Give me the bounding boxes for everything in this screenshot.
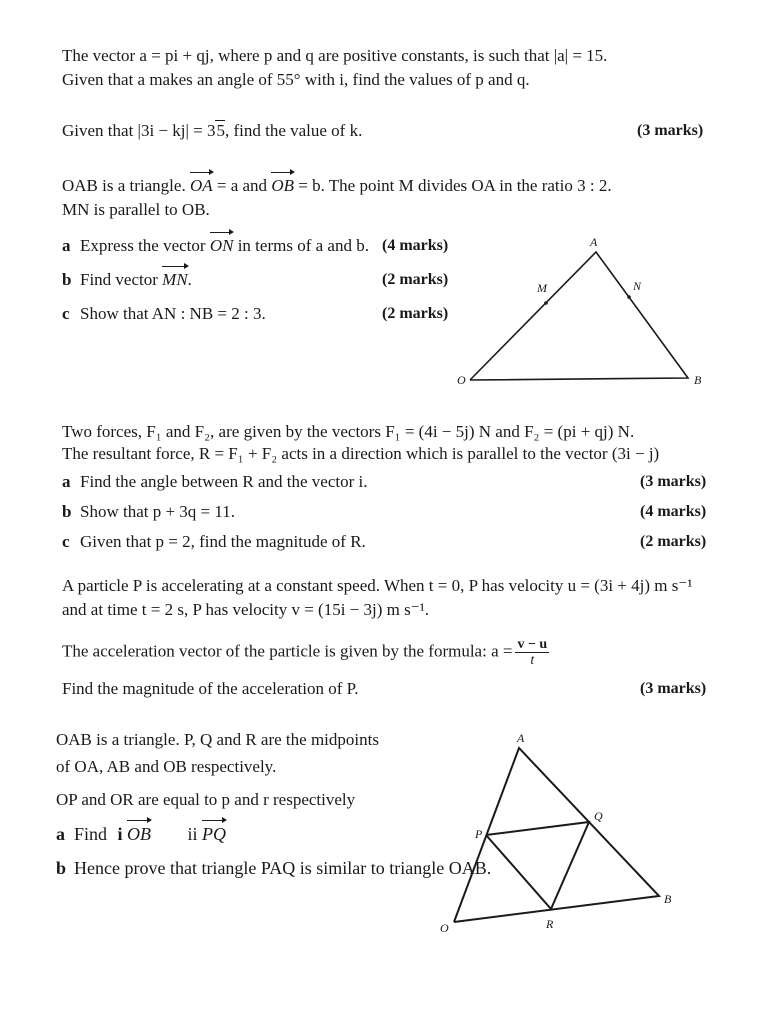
q4-part-c-text: Given that p = 2, find the magnitude of R. bbox=[80, 532, 366, 551]
q3-part-b-post: . bbox=[187, 270, 192, 289]
q3-label-a: A bbox=[590, 235, 598, 249]
q5-frac-num: v − u bbox=[517, 637, 548, 652]
q3-label-o: O bbox=[457, 373, 466, 387]
q4-part-a-label: a bbox=[62, 472, 71, 491]
q3-part-c-text: Show that AN : NB = 2 : 3. bbox=[80, 304, 266, 323]
q6-part-a-find: Find bbox=[74, 824, 108, 844]
q3-part-c-marks: (2 marks) bbox=[382, 305, 449, 322]
q5-line-1: A particle P is accelerating at a constant speed. When t = 0, P has velocity u = (3i + 4j) m s⁻¹ bbox=[62, 576, 693, 595]
q5-line-2: and at time t = 2 s, P has velocity v = (15i − 3j) m s⁻¹. bbox=[62, 600, 430, 619]
q4-part-b-marks: (4 marks) bbox=[640, 503, 707, 520]
q2-sqrt-arg: 5 bbox=[216, 121, 225, 140]
q5-marks: (3 marks) bbox=[640, 680, 707, 697]
q4-line-2: The resultant force, R = F₁ + F₂ acts in a direction which is parallel to the vector (3i − j) bbox=[62, 444, 660, 463]
q4-part-b-text: Show that p + 3q = 11. bbox=[80, 502, 236, 521]
q4-part-b-label: b bbox=[62, 502, 72, 521]
q6-part-a-ii: ii bbox=[187, 824, 198, 844]
q2-suffix: , find the value of k. bbox=[224, 121, 363, 140]
q3-intro-a: OAB is a triangle. bbox=[62, 176, 186, 195]
q3-part-a-pre: Express the vector bbox=[80, 236, 210, 255]
q1-line-2: Given that a makes an angle of 55° with i, find the values of p and q. bbox=[62, 70, 530, 89]
q3-part-c-label: c bbox=[62, 304, 70, 323]
q6-line-2: of OA, AB and OB respectively. bbox=[56, 757, 277, 776]
q3-intro-mid: = a and bbox=[212, 176, 272, 195]
q6-label-r: R bbox=[546, 917, 554, 931]
q6-part-b-label: b bbox=[56, 858, 67, 878]
q3-label-b: B bbox=[694, 373, 702, 387]
q3-vec-oa: OA bbox=[189, 176, 213, 195]
q3-part-a-post: in terms of a and b. bbox=[233, 236, 369, 255]
q6-label-o: O bbox=[440, 921, 449, 935]
q6-part-a-label: a bbox=[56, 824, 65, 844]
q6-midpoint-triangle bbox=[486, 822, 589, 909]
q3-part-b-marks: (2 marks) bbox=[382, 271, 449, 288]
q4-part-c-label: c bbox=[62, 532, 70, 551]
q1-line-1: The vector a = pi + qj, where p and q are positive constants, is such that |a| = 15. bbox=[62, 46, 608, 65]
q3-label-n: N bbox=[633, 279, 642, 293]
q6-label-p: P bbox=[475, 827, 483, 841]
q3-line-2: MN is parallel to OB. bbox=[62, 200, 210, 219]
q3-part-b-vec: MN bbox=[162, 270, 188, 289]
q6-part-a-i: i bbox=[117, 824, 123, 844]
q5-frac-den: t bbox=[530, 653, 535, 668]
q4-part-a-marks: (3 marks) bbox=[640, 473, 707, 490]
q3-part-b-label: b bbox=[62, 270, 72, 289]
q6-line-3: OP and OR are equal to p and r respectively bbox=[56, 790, 356, 809]
q6-label-a: A bbox=[517, 731, 525, 745]
q5-line-4: Find the magnitude of the acceleration of P. bbox=[62, 679, 359, 698]
q6-vec-pq: PQ bbox=[202, 824, 227, 844]
q6-label-q: Q bbox=[594, 809, 603, 823]
q3-part-b-pre: Find vector bbox=[80, 270, 163, 289]
q4-part-a-text: Find the angle between R and the vector i. bbox=[80, 472, 368, 491]
q3-part-a-label: a bbox=[62, 236, 71, 255]
q3-part-a-marks: (4 marks) bbox=[382, 237, 449, 254]
q6-label-b: B bbox=[664, 892, 672, 906]
q6-line-1: OAB is a triangle. P, Q and R are the midpoints bbox=[56, 730, 379, 749]
q3-vec-ob: OB bbox=[271, 176, 294, 195]
q3-intro-b: = b. The point M divides OA in the ratio 3 : 2. bbox=[293, 176, 612, 195]
q4-line-1: Two forces, F₁ and F₂, are given by the vectors F₁ = (4i − 5j) N and F₂ = (pi + qj) N. bbox=[62, 422, 635, 441]
q2-marks: (3 marks) bbox=[637, 122, 704, 139]
q4-part-c-marks: (2 marks) bbox=[640, 533, 707, 550]
q6-vec-ob: OB bbox=[127, 824, 152, 844]
q2-prefix: Given that |3i − kj| = 3 bbox=[62, 121, 216, 140]
q3-part-a-vec: ON bbox=[209, 236, 234, 255]
q6-part-b-text: Hence prove that triangle PAQ is similar to triangle OAB. bbox=[74, 858, 492, 878]
q5-formula-text: The acceleration vector of the particle is given by the formula: a = bbox=[62, 641, 513, 661]
q3-label-m: M bbox=[537, 281, 547, 295]
